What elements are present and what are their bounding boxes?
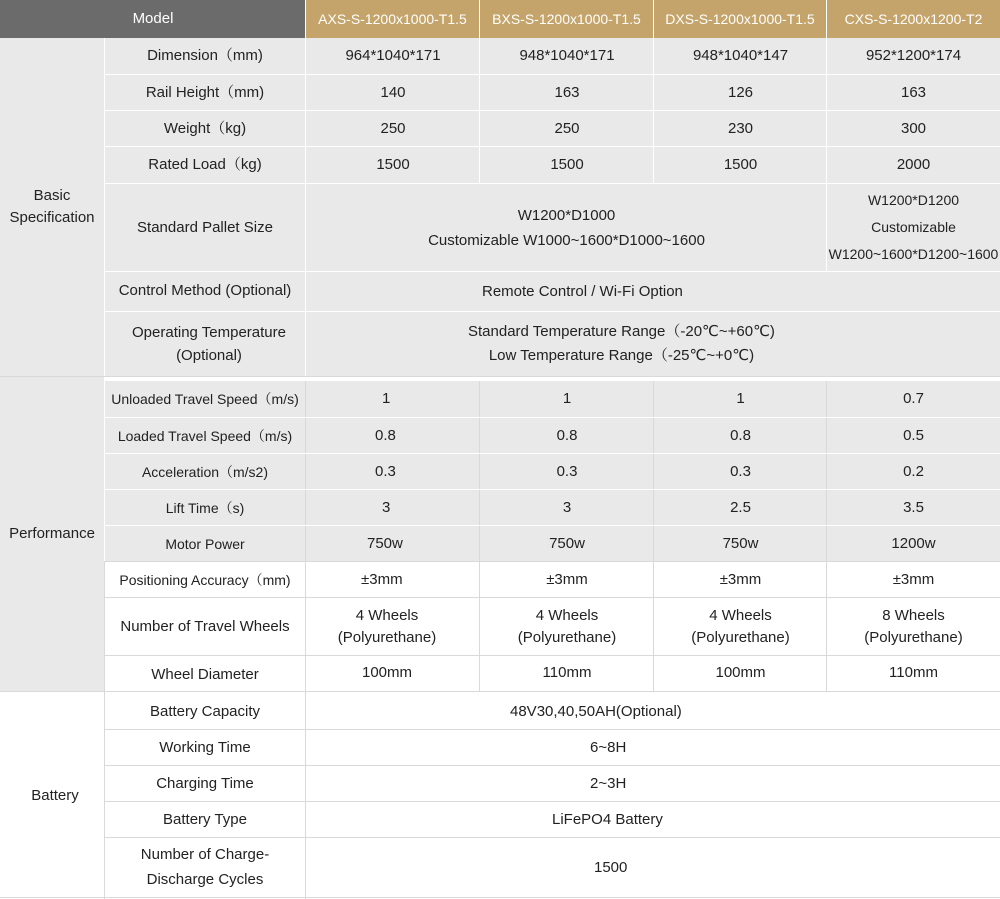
positioning-cxs: ±3mm <box>827 562 1000 597</box>
model-header: Model <box>0 0 306 38</box>
battery-capacity-value: 48V30,40,50AH(Optional) <box>306 694 1000 729</box>
divider <box>104 801 1000 802</box>
divider <box>104 729 1000 730</box>
wheel-diameter-axs: 100mm <box>306 656 480 690</box>
divider <box>104 561 105 691</box>
divider <box>104 453 1000 454</box>
divider <box>104 146 1000 147</box>
divider <box>826 381 827 691</box>
row-label-unloaded-speed: Unloaded Travel Speed（m/s) <box>104 381 306 417</box>
divider <box>104 525 1000 526</box>
divider <box>653 0 654 38</box>
wheel-diameter-dxs: 100mm <box>654 656 827 690</box>
divider <box>104 597 1000 598</box>
unloaded-speed-axs: 1 <box>306 381 480 417</box>
acceleration-dxs: 0.3 <box>654 454 827 489</box>
row-label-loaded-speed: Loaded Travel Speed（m/s) <box>104 418 306 453</box>
row-label-working-time: Working Time <box>104 730 306 765</box>
positioning-bxs: ±3mm <box>480 562 654 597</box>
weight-bxs: 250 <box>554 119 580 137</box>
dimension-dxs: 948*1040*147 <box>692 47 789 64</box>
lift-time-cxs: 3.5 <box>827 490 1000 525</box>
model-header-dxs: DXS-S-1200x1000-T1.5 <box>654 0 826 38</box>
wheels-cxs: 8 Wheels (Polyurethane) <box>827 598 1000 655</box>
model-header-cxs: CXS-S-1200x1200-T2 <box>827 0 1000 38</box>
row-label-acceleration: Acceleration（m/s2) <box>104 454 306 489</box>
row-label-weight: Weight（kg) <box>163 119 247 137</box>
divider <box>305 692 306 899</box>
row-label-pallet-size: Standard Pallet Size <box>137 218 273 236</box>
divider <box>479 0 480 38</box>
acceleration-bxs: 0.3 <box>480 454 654 489</box>
lift-time-axs: 3 <box>306 490 480 525</box>
row-label-travel-wheels: Number of Travel Wheels <box>104 598 306 655</box>
wheels-axs: 4 Wheels (Polyurethane) <box>306 598 480 655</box>
row-label-battery-capacity: Battery Capacity <box>104 694 306 729</box>
lift-time-bxs: 3 <box>480 490 654 525</box>
divider <box>104 74 1000 75</box>
rail-height-axs: 140 <box>380 83 406 101</box>
acceleration-axs: 0.3 <box>306 454 480 489</box>
divider <box>104 561 1000 562</box>
motor-power-bxs: 750w <box>480 526 654 561</box>
weight-axs: 250 <box>380 119 406 137</box>
dimension-bxs: 948*1040*171 <box>519 47 615 64</box>
divider <box>305 381 306 691</box>
rated-load-cxs: 2000 <box>896 156 931 173</box>
lift-time-dxs: 2.5 <box>654 490 827 525</box>
rated-load-dxs: 1500 <box>723 156 758 173</box>
loaded-speed-dxs: 0.8 <box>654 418 827 453</box>
operating-temperature-value: Standard Temperature Range（-20℃~+60℃) Low Temperature Range（-25℃~+0℃) <box>468 323 775 364</box>
unloaded-speed-dxs: 1 <box>654 381 827 417</box>
weight-dxs: 230 <box>727 119 754 137</box>
row-label-lift-time: Lift Time（s) <box>104 490 306 525</box>
row-label-wheel-diameter: Wheel Diameter <box>104 656 306 692</box>
motor-power-cxs: 1200w <box>827 526 1000 561</box>
motor-power-axs: 750w <box>306 526 480 561</box>
unloaded-speed-bxs: 1 <box>480 381 654 417</box>
control-method-value: Remote Control / Wi-Fi Option <box>482 283 683 300</box>
positioning-axs: ±3mm <box>306 562 480 597</box>
wheel-diameter-cxs: 110mm <box>827 656 1000 690</box>
rail-height-dxs: 126 <box>727 83 754 101</box>
row-label-rated-load: Rated Load（kg) <box>148 156 262 173</box>
divider <box>104 38 105 376</box>
loaded-speed-cxs: 0.5 <box>827 418 1000 453</box>
pallet-size-axs-bxs-dxs: W1200*D1000 Customizable W1000~1600*D1000~1600 <box>428 206 705 249</box>
dimension-axs: 964*1040*171 <box>345 47 441 64</box>
divider <box>305 0 306 38</box>
row-label-charge-cycles: Number of Charge- Discharge Cycles <box>104 838 306 896</box>
unloaded-speed-cxs: 0.7 <box>827 381 1000 417</box>
row-label-charging-time: Charging Time <box>104 766 306 801</box>
row-label-motor-power: Motor Power <box>104 526 306 561</box>
pallet-size-cxs: W1200*D1200 Customizable W1200~1600*D1200~1600 <box>828 192 999 262</box>
motor-power-dxs: 750w <box>654 526 827 561</box>
wheel-diameter-bxs: 110mm <box>480 656 654 690</box>
charge-cycles-value: 1500 <box>306 838 1000 898</box>
row-label-rail-height: Rail Height（mm) <box>145 83 265 101</box>
wheels-dxs: 4 Wheels (Polyurethane) <box>654 598 827 655</box>
divider <box>104 489 1000 490</box>
divider <box>104 655 1000 656</box>
divider <box>479 38 480 184</box>
divider <box>104 183 1000 184</box>
divider <box>104 110 1000 111</box>
positioning-dxs: ±3mm <box>654 562 827 597</box>
rated-load-axs: 1500 <box>376 156 410 173</box>
group-battery: Battery <box>0 692 110 899</box>
dimension-cxs: 952*1200*174 <box>865 47 962 64</box>
loaded-speed-bxs: 0.8 <box>480 418 654 453</box>
wheels-bxs: 4 Wheels (Polyurethane) <box>480 598 654 655</box>
row-label-battery-type: Battery Type <box>104 802 306 837</box>
divider <box>104 311 1000 312</box>
model-header-bxs: BXS-S-1200x1000-T1.5 <box>480 0 653 38</box>
rail-height-bxs: 163 <box>554 83 580 101</box>
divider <box>653 381 654 691</box>
group-basic-specification: Basic Specification <box>9 187 95 226</box>
rail-height-cxs: 163 <box>900 83 927 101</box>
charging-time-value: 2~3H <box>306 766 1000 801</box>
rated-load-bxs: 1500 <box>550 156 584 173</box>
model-header-axs: AXS-S-1200x1000-T1.5 <box>306 0 479 38</box>
row-label-positioning-accuracy: Positioning Accuracy（mm) <box>104 562 306 597</box>
divider <box>104 271 1000 272</box>
row-label-dimension: Dimension（mm) <box>147 47 263 64</box>
acceleration-cxs: 0.2 <box>827 454 1000 489</box>
weight-cxs: 300 <box>900 119 927 137</box>
divider <box>104 692 105 899</box>
working-time-value: 6~8H <box>306 730 1000 765</box>
divider <box>0 691 1000 692</box>
divider <box>826 0 827 38</box>
divider <box>653 38 654 184</box>
divider <box>0 897 1000 898</box>
battery-type-value: LiFePO4 Battery <box>306 802 1000 837</box>
divider <box>104 837 1000 838</box>
divider <box>479 381 480 691</box>
row-label-control-method: Control Method (Optional) <box>118 282 292 299</box>
loaded-speed-axs: 0.8 <box>306 418 480 453</box>
divider <box>104 377 1000 381</box>
divider <box>305 38 306 376</box>
divider <box>104 417 1000 418</box>
divider <box>104 765 1000 766</box>
group-performance: Performance <box>0 377 104 691</box>
row-label-operating-temperature: Operating Temperature (Optional) <box>132 324 286 364</box>
